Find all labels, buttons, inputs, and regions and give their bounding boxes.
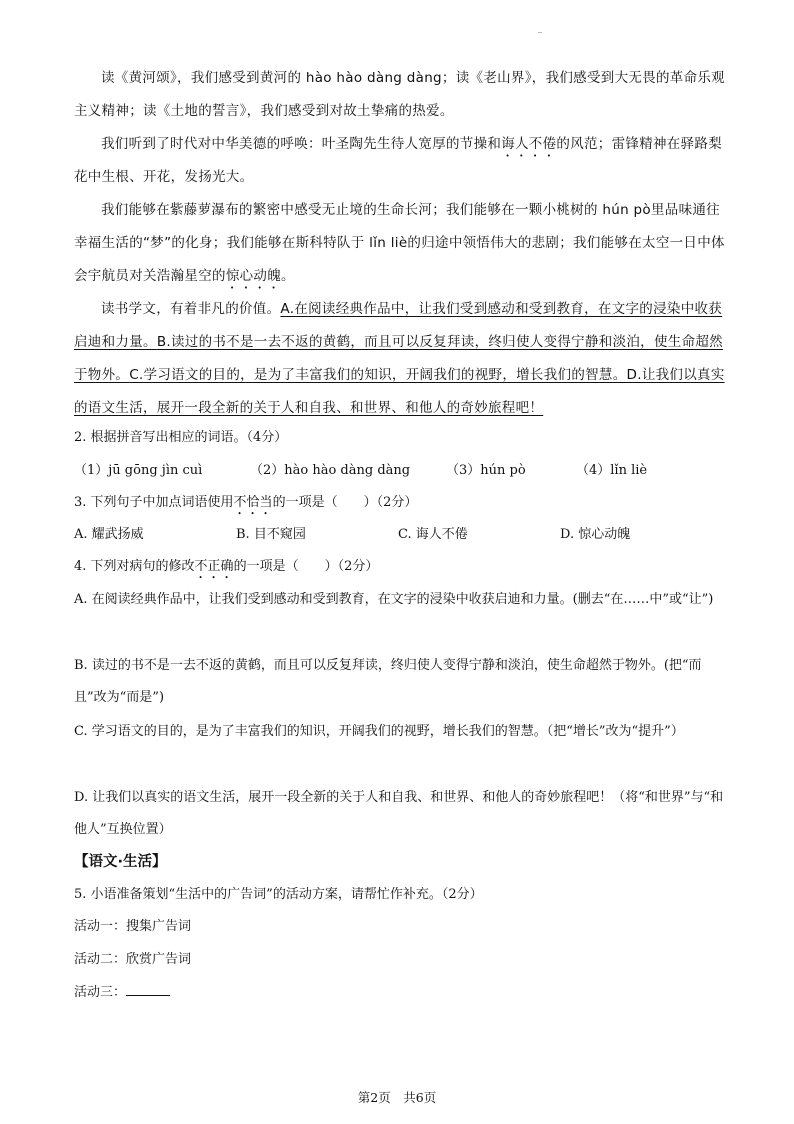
dotted-word: 诲人不倦	[501, 136, 557, 152]
passage-text: 的风范；雷锋精神在驿路梨花中生根、开花，发扬光大。	[74, 136, 723, 185]
option-d[interactable]: D. 惊心动魄	[560, 527, 631, 542]
activity-2: 活动二：欣赏广告词	[74, 952, 192, 967]
passage-paragraph-2	[74, 128, 726, 194]
option-b[interactable]: B. 目不窥园	[236, 527, 306, 542]
passage-text: 读书学文，有着非凡的价值。	[101, 301, 281, 317]
pinyin-item: （4）lǐn liè	[576, 463, 648, 478]
section-title: 【语文·生活】	[74, 854, 167, 870]
stem-text: 3. 下列句子中加点词语使用	[74, 495, 234, 510]
pinyin-item: （3）hún pò	[446, 463, 526, 478]
passage-text: 。	[281, 268, 295, 284]
option-a[interactable]: A. 耀武扬威	[74, 527, 144, 542]
option-b[interactable]: B. 读过的书不是一去不返的黄鹤，而且可以反复拜读，终归使人变得宁静和淡泊，使生命超然于物外。(把“而且”改为“而是”)	[74, 658, 702, 705]
option-c[interactable]: C. 诲人不倦	[398, 527, 468, 542]
option-d[interactable]: D. 让我们以真实的语文生活，展开一段全新的关于人和自我、和世界、和他人的奇妙旅程吧！（将“和世界”与“和他人”互换位置）	[74, 790, 724, 837]
option-a[interactable]: A. 在阅读经典作品中，让我们受到感动和受到教育，在文字的浸染中收获启迪和力量。(删去“在……中”或“让”)	[74, 592, 714, 607]
answer-blank[interactable]	[126, 983, 170, 996]
passage-paragraph-4	[74, 293, 726, 425]
question-4-stem	[74, 551, 726, 583]
page-footer: 第2页 共6页	[357, 1090, 437, 1105]
question-2-items	[74, 455, 734, 487]
activity-3	[74, 977, 726, 1009]
question-3-stem	[74, 487, 726, 519]
dotted-word: 惊心动魄	[225, 268, 282, 284]
stem-text: 的一项是（ ）（2分）	[233, 559, 379, 574]
stem-text: 4. 下列对病句的修改	[74, 559, 195, 574]
dotted-word: 不恰当	[233, 495, 273, 510]
underlined-sentence-c: C.学习语文的目的，是为了丰富我们的知识，开阔我们的视野，增长我们的智慧。	[129, 367, 627, 383]
stem-text: 的一项是（ ）（2分）	[272, 495, 418, 510]
passage-paragraph-1: 读《黄河颂》，我们感受到黄河的 hào hào dàng dàng；读《老山界》，我们感受到大无畏的革命乐观主义精神；读《土地的誓言》，我们感受到对故土挚痛的热爱。	[74, 70, 725, 119]
pinyin-item: （1）jū gōng jìn cuì	[74, 463, 203, 478]
question-3-options	[74, 519, 734, 551]
underlined-sentence-a: A.在阅读经典作品中，让我们受到感动和受到教育，在文字的浸染中收获启迪和力量。	[74, 301, 723, 350]
underlined-sentence-d: D.让我们以真实的语文生活，展开一段全新的关于人和自我、和世界、和他人的奇妙旅程吧！	[74, 367, 725, 416]
underlined-sentence-b: B.读过的书不是一去不返的黄鹤，而且可以反复拜读，终归使人变得宁静和淡泊，使生命超然于物外。	[74, 334, 723, 383]
activity-3-label: 活动三：	[74, 985, 127, 1000]
passage-paragraph-3	[74, 194, 726, 293]
passage-text: 我们听到了时代对中华美德的呼唤：叶圣陶先生待人宽厚的节操和	[101, 136, 502, 152]
pinyin-item: （2）hào hào dàng dàng	[250, 463, 411, 478]
question-5-stem: 5. 小语准备策划“生活中的广告词”的活动方案，请帮忙作补充。（2分）	[74, 887, 483, 902]
option-c[interactable]: C. 学习语文的目的，是为了丰富我们的知识，开阔我们的视野，增长我们的智慧。（把“增长”改为“提升”）	[74, 724, 684, 739]
activity-1: 活动一：搜集广告词	[74, 919, 192, 934]
scan-mark	[538, 32, 542, 33]
question-2-stem: 2. 根据拼音写出相应的词语。（4分）	[74, 430, 288, 445]
passage-text: 我们能够在紫藤萝瀑布的繁密中感受无止境的生命长河；我们能够在一颗小桃树的 hún pò里品味通往幸福生活的“梦”的化身；我们能够在斯科特队于 lǐn liè的归途中领悟伟大的悲剧；我们能够在太空一日中体会宇航员对关浩瀚星空的	[74, 202, 725, 284]
dotted-word: 不正确	[194, 559, 234, 574]
